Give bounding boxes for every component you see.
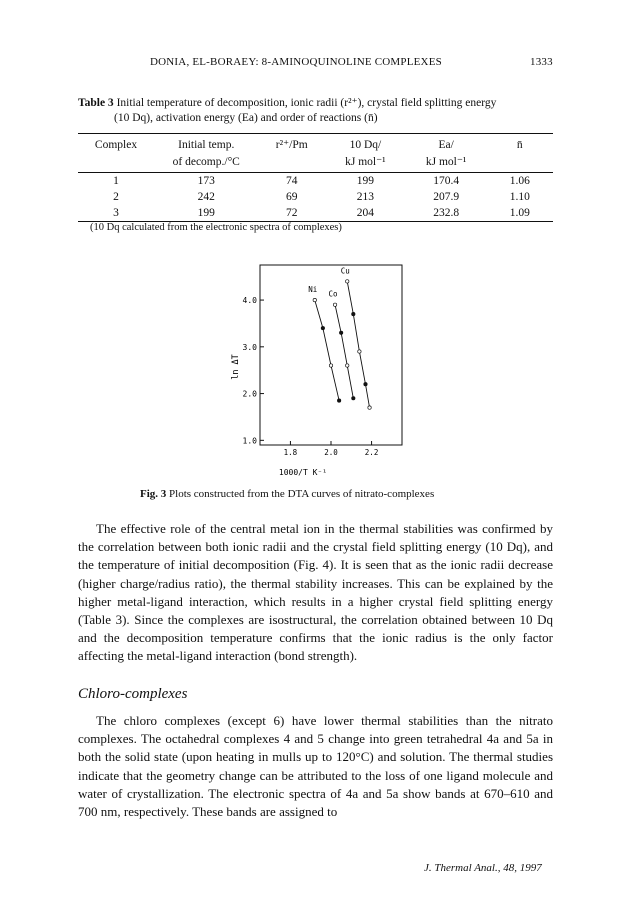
data-point: [352, 397, 355, 400]
series-line-ni: [315, 300, 339, 401]
table-header-bottom: kJ mol⁻¹: [406, 154, 487, 173]
table-row: [78, 189, 553, 205]
table-cell: 2: [113, 191, 119, 203]
data-point: [339, 331, 342, 334]
table-cell: 69: [286, 191, 298, 203]
table-header-top: Ea/: [406, 134, 487, 155]
body-paragraph-1: The effective role of the central metal ion in the thermal stabilities was confirmed by the correlation between both ionic radii and the crystal field splitting energy (10 Dq), and the temperature of initial decomposition (Fig. 4). It is seen that as the ionic radii decrease (higher charge/radius ratio), the thermal stability increases. This can be explained by the higher metal-ligand interaction, which results in a higher crystal field splitting energy (Table 3). Since the complexes are isostructural, the correlation obtained between 10 Dq and the decomposition temperature confirms that the ionic radius is the only factor affecting the metal-ligand interaction (bond strength).: [78, 521, 553, 664]
dta-plot: [220, 255, 420, 480]
table-cell: 72: [259, 205, 326, 222]
data-point: [321, 326, 324, 329]
y-tick-label: 2.0: [242, 389, 257, 399]
table-header-top: n̄: [487, 134, 554, 155]
data-point: [337, 399, 340, 402]
data-point: [346, 280, 349, 283]
data-point: [346, 364, 349, 367]
x-tick-label: 2.2: [364, 448, 379, 457]
table-cell: 213: [356, 191, 374, 203]
table-cell: 242: [197, 191, 215, 203]
table-row: [78, 205, 553, 222]
figure-caption-label: Fig. 3: [140, 488, 167, 500]
page-number: 1333: [530, 56, 553, 68]
table-cell: 74: [286, 175, 298, 187]
data-table: [78, 133, 553, 222]
table-caption-line2: (10 Dq), activation energy (Ea) and order of reactions (n̄): [114, 112, 378, 124]
running-head: DONIA, EL-BORAEY: 8-AMINOQUINOLINE COMPLEXES: [150, 56, 442, 68]
table-cell: 199: [356, 175, 374, 187]
data-point: [333, 303, 336, 306]
y-tick-label: 1.0: [242, 436, 257, 446]
table-cell: 3: [78, 205, 154, 222]
series-line-co: [335, 305, 353, 399]
table-caption: [78, 96, 553, 126]
table-header-top: Complex: [78, 134, 154, 155]
y-tick-label: 4.0: [242, 296, 257, 306]
table-header-bottom: of decomp./°C: [154, 154, 259, 173]
table-footnote: (10 Dq calculated from the electronic spectra of complexes): [90, 222, 342, 233]
x-tick-label: 1.8: [283, 448, 298, 457]
y-axis-label: ln ΔT: [231, 354, 241, 380]
y-tick-label: 3.0: [242, 342, 257, 352]
table-header-top: 10 Dq/: [325, 134, 406, 155]
table-cell: 232.8: [406, 205, 487, 222]
table-cell: 204: [325, 205, 406, 222]
table-header-top: r²⁺/Pm: [259, 134, 326, 155]
series-label-ni: Ni: [308, 285, 318, 295]
figure-caption-text: Plots constructed from the DTA curves of nitrato-complexes: [169, 488, 435, 500]
series-label-cu: Cu: [340, 266, 350, 276]
table-header-bottom: [487, 154, 554, 173]
table-header-bottom: [78, 154, 154, 173]
table-header-bottom: [259, 154, 326, 173]
table-cell: 170.4: [433, 175, 460, 187]
table-cell: 1.09: [487, 205, 554, 222]
table-caption-line1: Initial temperature of decomposition, ionic radii (r²⁺), crystal field splitting energy: [116, 97, 497, 109]
data-point: [364, 383, 367, 386]
table-cell: 1: [113, 175, 119, 187]
table-label: Table 3: [78, 97, 114, 109]
figure-caption: [140, 488, 434, 500]
data-point: [358, 350, 361, 353]
table-cell: 207.9: [433, 191, 460, 203]
series-label-co: Co: [328, 289, 338, 299]
x-tick-label: 2.0: [324, 448, 338, 457]
data-point: [329, 364, 332, 367]
data-point: [313, 298, 316, 301]
data-point: [368, 406, 371, 409]
x-axis-label: 1000/T K⁻¹: [278, 468, 328, 477]
table-header-top: Initial temp.: [154, 134, 259, 155]
journal-reference: J. Thermal Anal., 48, 1997: [424, 862, 542, 874]
table-cell: 1.10: [509, 191, 530, 203]
body-paragraph-2: The chloro complexes (except 6) have lower thermal stabilities than the nitrato complexes. The octahedral complexes 4 and 5 change into green tetrahedral 4a and 5a in both the solid state (upon heating in mulls up to 120°C) and solution. The thermal studies indicate that the geometry change can be attributed to the loss of one ligand molecule and water of crystallization. The electronic spectra of 4a and 5a show bands at 670–610 and 700 nm, respectively. These bands are assigned to: [78, 713, 553, 820]
table-header-bottom: kJ mol⁻¹: [325, 154, 406, 173]
table-cell: 199: [154, 205, 259, 222]
data-point: [352, 312, 355, 315]
table-cell: 173: [197, 175, 215, 187]
section-heading: Chloro-complexes: [78, 686, 188, 702]
table-cell: 1.06: [509, 175, 530, 187]
series-line-cu: [347, 281, 369, 407]
table-row: [78, 173, 553, 190]
